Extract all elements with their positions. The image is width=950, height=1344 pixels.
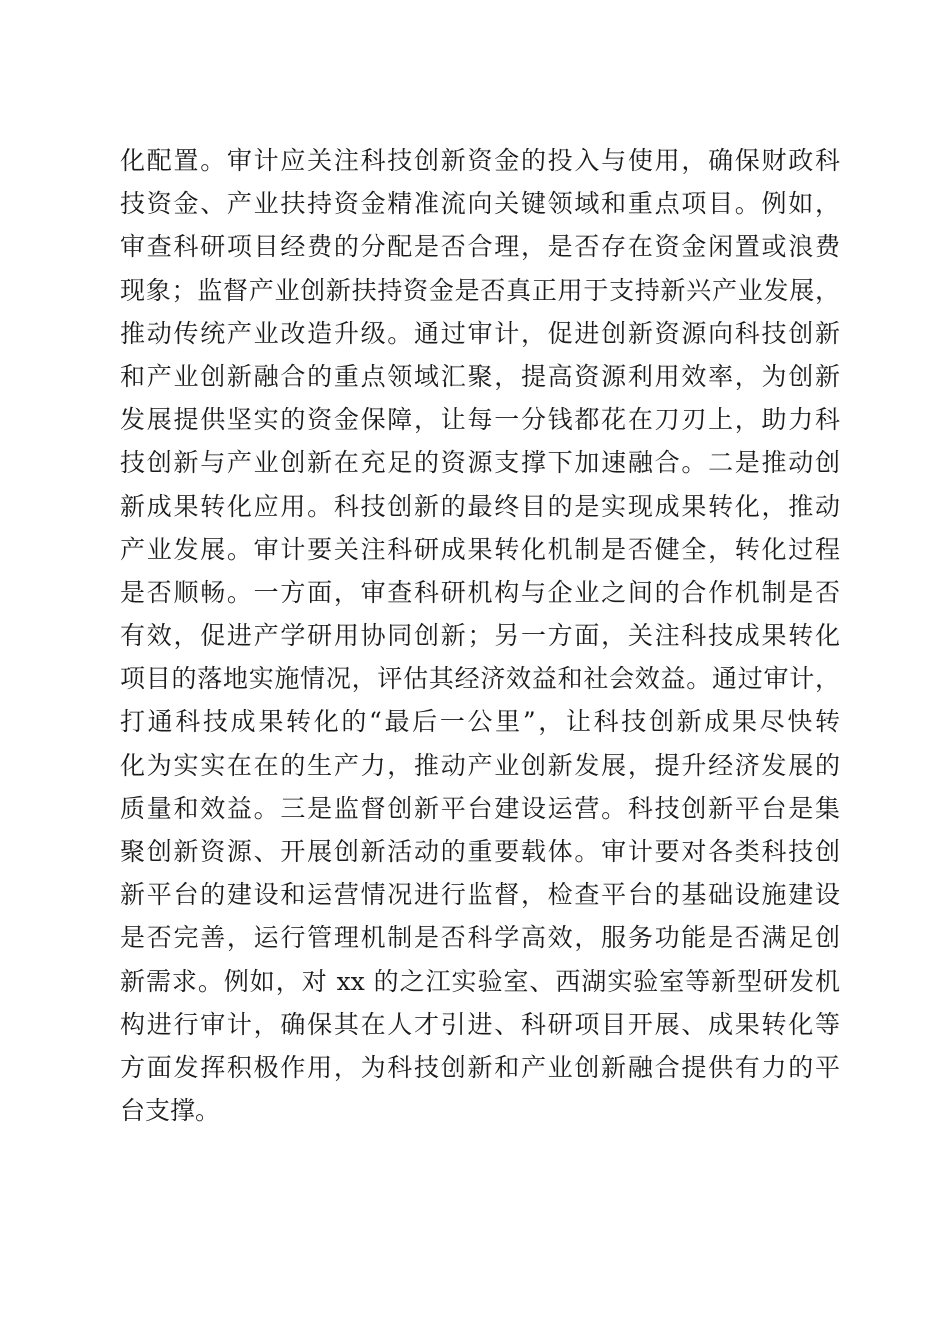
text-line: 打通科技成果转化的“最后一公里”，让科技创新成果尽快转 bbox=[120, 707, 840, 737]
text-line: 化为实实在在的生产力，推动产业创新发展，提升经济发展的 bbox=[120, 750, 840, 780]
text-line: 现象；监督产业创新扶持资金是否真正用于支持新兴产业发展， bbox=[120, 275, 840, 305]
text-line: 方面发挥积极作用，为科技创新和产业创新融合提供有力的平 bbox=[120, 1052, 840, 1082]
text-line: 新需求。例如，对 xx 的之江实验室、西湖实验室等新型研发机 bbox=[120, 966, 840, 996]
text-line: 是否完善，运行管理机制是否科学高效，服务功能是否满足创 bbox=[120, 923, 840, 953]
text-line: 新成果转化应用。科技创新的最终目的是实现成果转化，推动 bbox=[120, 491, 840, 521]
text-line: 聚创新资源、开展创新活动的重要载体。审计要对各类科技创 bbox=[120, 837, 840, 866]
text-line: 质量和效益。三是监督创新平台建设运营。科技创新平台是集 bbox=[120, 793, 840, 823]
text-line: 新平台的建设和运营情况进行监督，检查平台的基础设施建设 bbox=[120, 880, 840, 910]
body-paragraph bbox=[120, 139, 840, 1132]
text-line: 技资金、产业扶持资金精准流向关键领域和重点项目。例如， bbox=[120, 189, 840, 219]
text-line: 是否顺畅。一方面，审查科研机构与企业之间的合作机制是否 bbox=[120, 577, 840, 607]
text-line: 审查科研项目经费的分配是否合理，是否存在资金闲置或浪费 bbox=[120, 232, 840, 262]
text-line: 产业发展。审计要关注科研成果转化机制是否健全，转化过程 bbox=[120, 534, 840, 564]
text-line: 有效，促进产学研用协同创新；另一方面，关注科技成果转化 bbox=[120, 621, 840, 651]
text-line: 推动传统产业改造升级。通过审计，促进创新资源向科技创新 bbox=[120, 318, 840, 348]
text-line: 构进行审计，确保其在人才引进、科研项目开展、成果转化等 bbox=[120, 1009, 840, 1039]
text-line: 发展提供坚实的资金保障，让每一分钱都花在刀刃上，助力科 bbox=[120, 405, 840, 435]
text-line: 项目的落地实施情况，评估其经济效益和社会效益。通过审计， bbox=[120, 664, 840, 694]
text-line: 化配置。审计应关注科技创新资金的投入与使用，确保财政科 bbox=[120, 146, 840, 175]
text-line: 技创新与产业创新在充足的资源支撑下加速融合。二是推动创 bbox=[120, 448, 840, 478]
text-line: 台支撑。 bbox=[120, 1096, 221, 1126]
text-line: 和产业创新融合的重点领域汇聚，提高资源利用效率，为创新 bbox=[120, 361, 840, 391]
